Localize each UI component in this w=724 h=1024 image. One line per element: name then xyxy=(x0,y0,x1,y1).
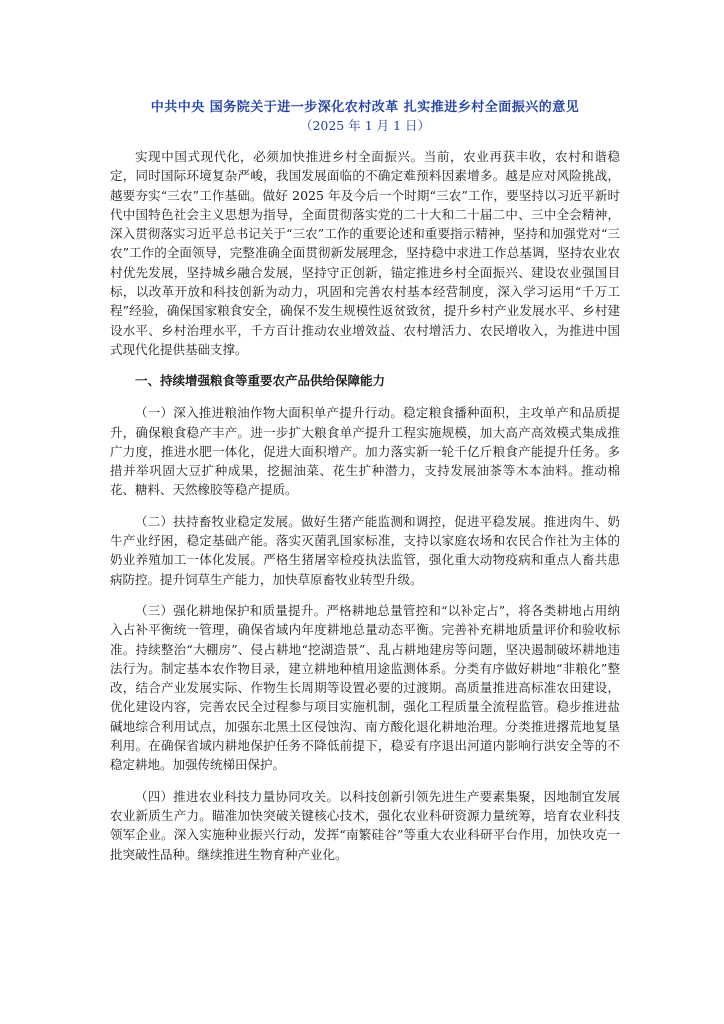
item-4-paragraph: （四）推进农业科技力量协同攻关。以科技创新引领先进生产要素集聚，因地制宜发展农业新质生产力。瞄准加快突破关键核心技术，强化农业科研资源力量统筹，培育农业科技领军企业。深入实施种业振兴行动，发挥“南繁硅谷”等重大农业科研平台作用，加快攻克一批突破性品种。继续推进生物育种产业化。 xyxy=(110,788,620,862)
section-heading-1: 一、持续增强粮食等重要农产品供给保障能力 xyxy=(135,373,386,389)
document-title: 中共中央 国务院关于进一步深化农村改革 扎实推进乡村全面振兴的意见 xyxy=(150,100,580,115)
document-date: （2025 年 1 月 1 日） xyxy=(299,118,431,133)
intro-paragraph: 实现中国式现代化，必须加快推进乡村全面振兴。当前，农业再获丰收，农村和谐稳定，同时国际环境复杂严峻，我国发展面临的不确定难预料因素增多。越是应对风险挑战，越要夯实“三农”工作基础。做好 2025 年及今后一个时期“三农”工作，要坚持以习近平新时代中国特色社会主义思想为指导，全面贯彻落实党的二十大和二十届二中、三中全会精神，深入贯彻落实习近平总书记关于“三农”工作的重要论述和重要指示精神，坚持和加强党对“三农”工作的全面领导，完整准确全面贯彻新发展理念，坚持稳中求进工作总基调，坚持农业农村优先发展，坚持城乡融合发展，坚持守正创新，锚定推进乡村全面振兴、建设农业强国目标，以改革开放和科技创新为动力，巩固和完善农村基本经营制度，深入学习运用“千万工程”经验，确保国家粮食安全，确保不发生规模性返贫致贫，提升乡村产业发展水平、乡村建设水平、乡村治理水平，千方百计推动农业增效益、农村增活力、农民增收入，为推进中国式现代化提供基础支撑。 xyxy=(110,149,620,357)
document-page xyxy=(110,98,620,876)
item-1-paragraph: （一）深入推进粮油作物大面积单产提升行动。稳定粮食播种面积，主攻单产和品质提升，确保粮食稳产丰产。进一步扩大粮食单产提升工程实施规模，加大高产高效模式集成推广力度，推进水肥一体化，促进大面积增产。加力落实新一轮千亿斤粮食产能提升任务。多措并举巩固大豆扩种成果，挖掘油菜、花生扩种潜力，支持发展油茶等木本油料。推动棉花、糖料、天然橡胶等稳产提质。 xyxy=(110,405,620,498)
item-2-paragraph: （二）扶持畜牧业稳定发展。做好生猪产能监测和调控，促进平稳发展。推进肉牛、奶牛产业纾困，稳定基础产能。落实灭菌乳国家标准，支持以家庭农场和农民合作社为主体的奶业养殖加工一体化发展。严格生猪屠宰检疫执法监管，强化重大动物疫病和重点人畜共患病防控。提升饲草生产能力，加快草原畜牧业转型升级。 xyxy=(110,513,620,587)
item-3-paragraph: （三）强化耕地保护和质量提升。严格耕地总量管控和“以补定占”，将各类耕地占用纳入占补平衡统一管理，确保省域内年度耕地总量动态平衡。完善补充耕地质量评价和验收标准。持续整治“大棚房”、侵占耕地“挖湖造景”、乱占耕地建房等问题，坚决遏制破坏耕地违法行为。制定基本农作物目录，建立耕地种植用途监测体系。分类有序做好耕地“非粮化”整改，结合产业发展实际、作物生长周期等设置必要的过渡期。高质量推进高标准农田建设，优化建设内容，完善农民全过程参与项目实施机制，强化工程质量全流程监管。稳步推进盐碱地综合利用试点，加强东北黑土区侵蚀沟、南方酸化退化耕地治理。分类推进撂荒地复垦利用。在确保省域内耕地保护任务不降低前提下，稳妥有序退出河道内影响行洪安全等的不稳定耕地。加强传统梯田保护。 xyxy=(110,602,620,773)
